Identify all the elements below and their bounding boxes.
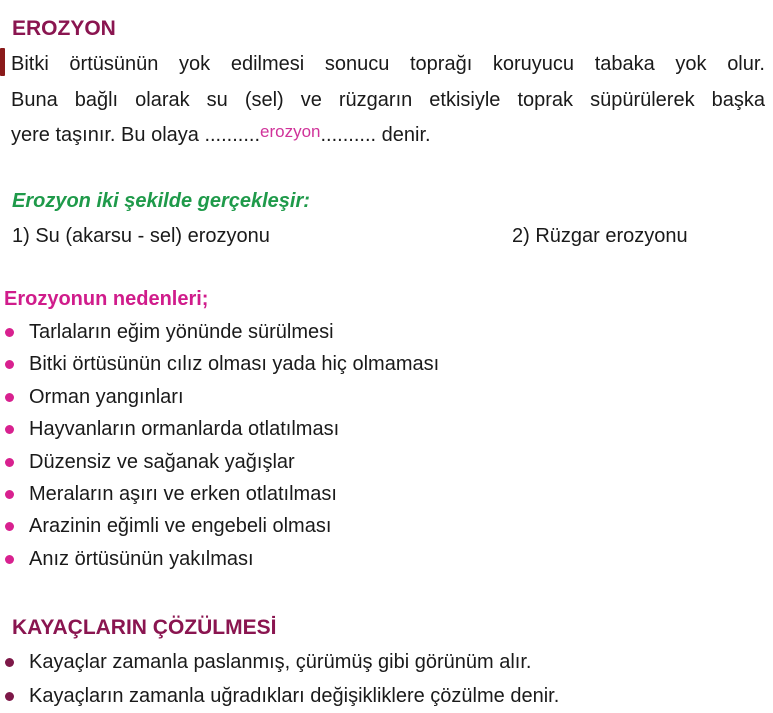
erosion-type-wind: 2) Rüzgar erozyonu <box>512 225 688 247</box>
bullet-icon <box>5 692 14 701</box>
line3-suffix: denir. <box>376 124 431 146</box>
bullet-icon <box>5 360 14 369</box>
bullet-icon <box>5 522 14 531</box>
bullet-icon <box>5 490 14 499</box>
fill-in-answer: erozyon <box>260 122 321 141</box>
bullet-icon <box>5 328 14 337</box>
text-cursor-marker <box>0 48 5 76</box>
erosion-definition <box>11 47 765 154</box>
fill-dots-after: .......... <box>320 124 377 146</box>
erosion-types-heading: Erozyon iki şekilde gerçekleşir: <box>12 190 310 212</box>
definition-line-2: Buna bağlı olarak su (sel) ve rüzgarın etkisiyle toprak süpürülerek başka <box>11 88 765 111</box>
bullet-icon <box>5 458 14 467</box>
bullet-icon <box>5 555 14 564</box>
definition-line-1: Bitki örtüsünün yok edilmesi sonucu toprağı koruyucu tabaka yok olur. <box>11 53 765 75</box>
fill-dots-before: .......... <box>204 124 261 146</box>
bullet-icon <box>5 425 14 434</box>
causes-heading: Erozyonun nedenleri; <box>4 288 209 310</box>
bullet-icon <box>5 658 14 667</box>
erosion-title: EROZYON <box>12 17 116 40</box>
weathering-title: KAYAÇLARIN ÇÖZÜLMESİ <box>12 616 277 639</box>
line3-prefix: yere taşınır. Bu olaya <box>11 124 205 146</box>
erosion-type-water: 1) Su (akarsu - sel) erozyonu <box>12 225 270 247</box>
bullet-icon <box>5 393 14 402</box>
definition-line-3 <box>11 118 765 154</box>
